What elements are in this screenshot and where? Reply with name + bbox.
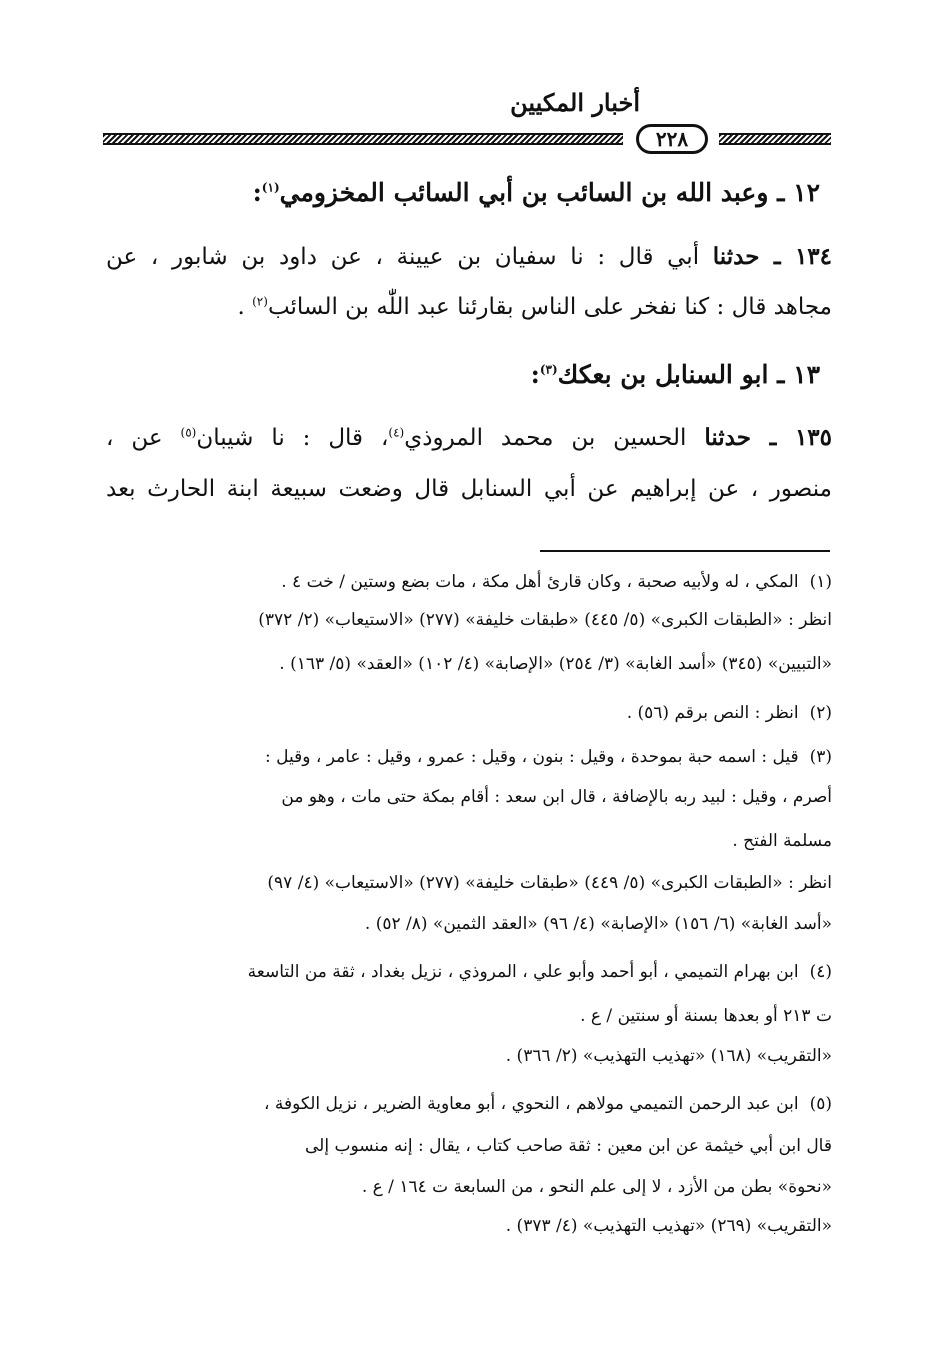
- running-title: أخبار المكيين: [510, 88, 640, 117]
- footnote-text: ابن عبد الرحمن التميمي مولاهم ، النحوي ، أبو معاوية الضرير ، نزيل الكوفة ،: [263, 1094, 799, 1114]
- footnote-text: «نحوة» بطن من الأزد ، لا إلى علم النحو ، من السابعة ت ١٦٤ / ع .: [361, 1177, 832, 1197]
- footnote-text: «التقريب» (١٦٨) «تهذيب التهذيب» (٢/ ٣٦٦) .: [505, 1046, 832, 1066]
- footnote-line: [106, 703, 832, 723]
- footnote-text: انظر : «الطبقات الكبرى» (٥/ ٤٤٥) «طبقات خليفة» (٢٧٧) «الاستيعاب» (٢/ ٣٧٢): [258, 610, 832, 630]
- body-text: أبي قال : نا سفيان بن عيينة ، عن داود بن شابور ، عن: [106, 244, 713, 270]
- footnote-ref: (٥): [180, 425, 197, 440]
- header-ornament-left: [103, 133, 623, 145]
- body-line: [106, 294, 832, 320]
- footnote-divider: [540, 550, 830, 552]
- entry-heading-text: ١٣ ـ ابو السنابل بن بعكك: [557, 360, 820, 389]
- footnote-marker: (٥): [809, 1094, 832, 1114]
- footnote-line: [132, 1046, 832, 1066]
- body-text: عن ،: [106, 425, 181, 451]
- footnote-text: انظر : النص برقم (٥٦) .: [626, 703, 799, 723]
- footnote-text: «التبيين» (٣٤٥) «أسد الغابة» (٣/ ٢٥٤) «الإصابة» (٤/ ١٠٢) «العقد» (٥/ ١٦٣) .: [279, 654, 832, 674]
- footnote-marker: (٢): [809, 703, 832, 723]
- body-text: ، قال : نا شيبان: [196, 425, 389, 451]
- body-text: منصور ، عن إبراهيم عن أبي السنابل قال وضعت سبيعة ابنة الحارث بعد: [106, 476, 832, 502]
- entry-heading: [120, 178, 820, 207]
- footnote-line: [106, 1094, 832, 1114]
- footnote-line: [106, 747, 832, 767]
- footnote-line: [132, 914, 832, 934]
- body-line: [106, 243, 832, 270]
- header-band: [103, 124, 831, 158]
- footnote-ref: (٣): [539, 362, 558, 377]
- body-line: [106, 424, 832, 451]
- footnote-text: انظر : «الطبقات الكبرى» (٥/ ٤٤٩) «طبقات خليفة» (٢٧٧) «الاستيعاب» (٤/ ٩٧): [267, 873, 832, 893]
- footnote-ref: (٢): [252, 294, 268, 309]
- footnote-text: أصرم ، وقيل : لبيد ربه بالإضافة ، قال ابن سعد : أقام بمكة حتى مات ، وهو من: [281, 787, 832, 807]
- footnote-text: المكي ، له ولأبيه صحبة ، وكان قارئ أهل مكة ، مات بضع وستين / خت ٤ .: [281, 572, 799, 592]
- footnote-line: [106, 572, 832, 592]
- footnote-line: [132, 654, 832, 674]
- body-text: الحسين بن محمد المروذي: [404, 425, 705, 451]
- footnote-line: [106, 962, 832, 982]
- footnote-line: [132, 1216, 832, 1236]
- footnote-line: [132, 831, 832, 851]
- body-text: مجاهد قال : كنا نفخر على الناس بقارئنا عبد اللّٰه بن السائب: [267, 294, 832, 320]
- footnote-text: «أسد الغابة» (٦/ ١٥٦) «الإصابة» (٤/ ٩٦) «العقد الثمين» (٨/ ٥٢) .: [364, 914, 832, 934]
- footnote-marker: (١): [809, 572, 832, 592]
- footnote-line: [132, 1136, 832, 1156]
- body-line: [106, 476, 832, 502]
- footnote-ref: (٤): [388, 425, 405, 440]
- footnote-line: [132, 787, 832, 807]
- footnote-text: «التقريب» (٢٦٩) «تهذيب التهذيب» (٤/ ٣٧٣) .: [505, 1216, 832, 1236]
- footnote-marker: (٤): [809, 962, 832, 982]
- footnote-ref: (١): [261, 180, 280, 195]
- footnote-line: [132, 610, 832, 630]
- body-text-tail: .: [237, 294, 253, 320]
- entry-heading-text: ١٢ ـ وعبد الله بن السائب بن أبي السائب المخزومي: [279, 178, 820, 207]
- hadith-lead: ١٣٤ ـ حدثنا: [712, 243, 832, 270]
- entry-heading-tail: :: [530, 360, 540, 389]
- hadith-lead: ١٣٥ ـ حدثنا: [704, 424, 832, 451]
- footnote-line: [132, 1006, 832, 1026]
- footnote-line: [132, 873, 832, 893]
- footnote-line: [132, 1177, 832, 1197]
- footnote-marker: (٣): [809, 747, 832, 767]
- entry-heading-tail: :: [252, 178, 262, 207]
- page-number: ٢٢٨: [636, 124, 708, 154]
- entry-heading: [120, 360, 820, 389]
- footnote-text: قيل : اسمه حبة بموحدة ، وقيل : بنون ، وقيل : عمرو ، وقيل : عامر ، وقيل :: [265, 747, 799, 767]
- header-ornament-right: [719, 133, 831, 145]
- footnote-text: ت ٢١٣ أو بعدها بسنة أو سنتين / ع .: [580, 1006, 832, 1026]
- footnote-text: قال ابن أبي خيثمة عن ابن معين : ثقة صاحب كتاب ، يقال : إنه منسوب إلى: [304, 1136, 832, 1156]
- footnote-text: ابن بهرام التميمي ، أبو أحمد وأبو علي ، المروذي ، نزيل بغداد ، ثقة من التاسعة: [247, 962, 799, 982]
- footnote-text: مسلمة الفتح .: [732, 831, 832, 851]
